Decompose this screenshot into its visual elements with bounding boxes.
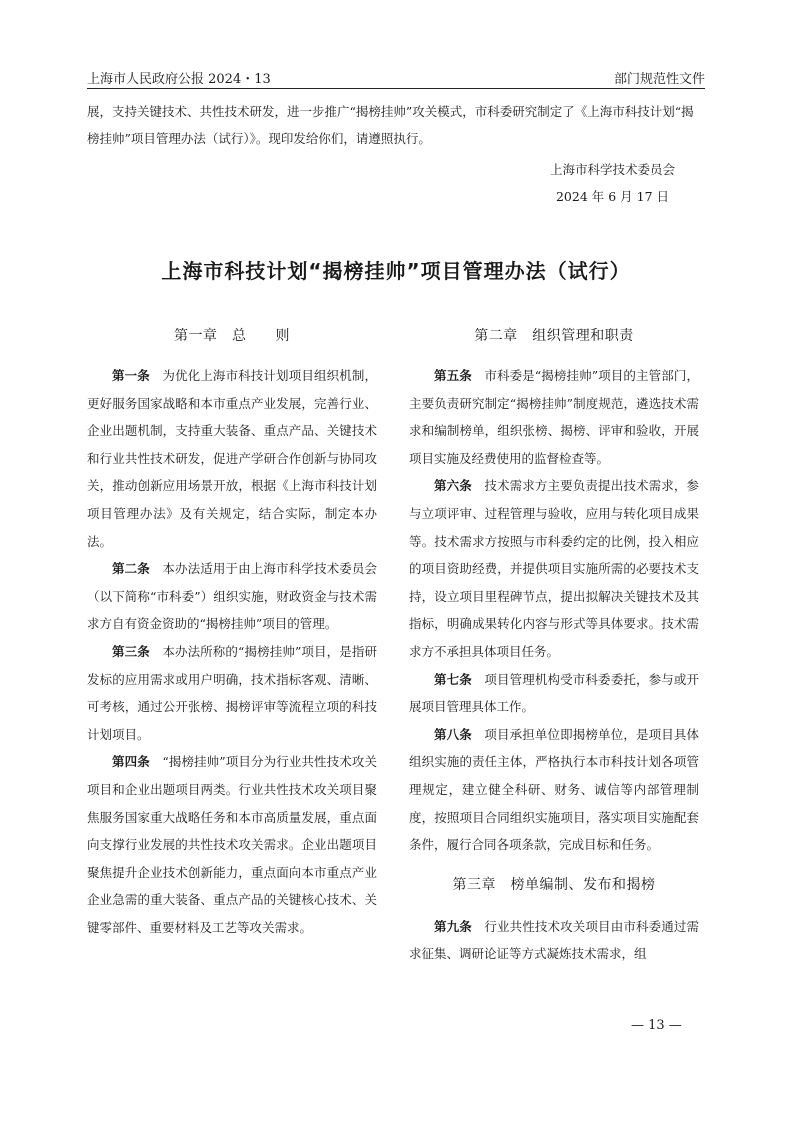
article-text: 市科委是“揭榜挂帅”项目的主管部门，主要负责研究制定“揭榜挂帅”制度规范，遴选技术需求和编制榜单，组织张榜、揭榜、评审和验收，开展项目实施及经费使用的监督检查等。	[409, 368, 699, 466]
article-text: 本办法所称的“揭榜挂帅”项目，是指研发标的应用需求或用户明确，技术指标客观、清晰、可考核，通过公开张榜、揭榜评审等流程立项的科技计划项目。	[87, 643, 377, 742]
sign-date: 2024 年 6 月 17 日	[555, 189, 670, 204]
article-text: 为优化上海市科技计划项目组织机制，更好服务国家战略和本市重点产业发展，完善行业、企业出题机制，支持重大装备、重点产品、关键技术和行业共性技术研发，促进产学研合作创新与协同攻关，推动创新应用场景开放，根据《上海市科技计划项目管理办法》及有关规定，结合实际，制定本办法。	[87, 368, 377, 549]
article-label: 第六条	[434, 478, 472, 494]
article	[87, 362, 377, 555]
article-text: 技术需求方主要负责提出技术需求，参与立项评审、过程管理与验收，应用与转化项目成果等。技术需求方按照与市科委约定的比例，投入相应的项目资助经费，并提供项目实施所需的必要技术支持，设立项目里程碑节点，提出拟解决关键技术及其指标，明确成果转化内容与形式等具体要求。技术需求方不承担具体项目任务。	[409, 478, 699, 659]
intro-paragraph: 展，支持关键技术、共性技术研发，进一步推广“揭榜挂帅”攻关模式，市科委研究制定了《上海市科技计划“揭榜挂帅”项目管理办法（试行）》。现印发给你们，请遵照执行。	[87, 104, 694, 146]
article-text: 项目承担单位即揭榜单位，是项目具体组织实施的责任主体，严格执行本市科技计划各项管理规定，建立健全科研、财务、诚信等内部管理制度，按照项目合同组织实施项目，落实项目实施配套条件，履行合同各项条款，完成目标和任务。	[409, 726, 699, 853]
article-text: 本办法适用于由上海市科学技术委员会（以下简称“市科委”）组织实施，财政资金与技术需求方自有资金资助的“揭榜挂帅”项目的管理。	[87, 561, 377, 632]
article	[409, 666, 699, 721]
left-column	[87, 322, 377, 941]
gazette-title: 上海市人民政府公报 2024・13	[87, 72, 271, 87]
article	[409, 913, 699, 968]
article-label: 第三条	[112, 643, 150, 659]
article-text: 项目管理机构受市科委委托，参与或开展项目管理具体工作。	[409, 671, 699, 715]
article-text: “揭榜挂帅”项目分为行业共性技术攻关项目和企业出题项目两类。行业共性技术攻关项目聚焦服务国家重大战略任务和本市高质量发展，重点面向支撑行业发展的共性技术攻关需求。企业出题项目聚焦提升企业技术创新能力，重点面向本市重点产业企业急需的重大装备、重点产品的关键核心技术、关键零部件、重要材料及工艺等攻关需求。	[87, 754, 377, 935]
article-label: 第五条	[434, 368, 472, 383]
article	[87, 555, 377, 638]
section-label: 部门规范性文件	[613, 72, 705, 87]
article	[409, 721, 699, 859]
chapter-heading: 第二章 组织管理和职责	[474, 328, 634, 344]
page-number: — 13 —	[631, 1018, 682, 1033]
right-column	[409, 322, 699, 968]
chapter-heading: 第三章 榜单编制、发布和揭榜	[452, 876, 656, 893]
article	[409, 362, 699, 472]
article-label: 第九条	[434, 918, 472, 934]
article-text: 行业共性技术攻关项目由市科委通过需求征集、调研论证等方式凝炼技术需求，组	[409, 918, 699, 962]
running-header	[87, 66, 705, 89]
document-title: 上海市科技计划“揭榜挂帅”项目管理办法（试行）	[161, 259, 631, 283]
article-label: 第七条	[434, 671, 472, 687]
article	[87, 748, 377, 941]
article-label: 第二条	[112, 561, 150, 577]
article	[409, 472, 699, 665]
article	[87, 638, 377, 748]
signature-block	[550, 156, 675, 210]
article-label: 第四条	[112, 754, 150, 770]
article-label: 第一条	[112, 368, 150, 383]
article-label: 第八条	[434, 726, 472, 742]
signer: 上海市科学技术委员会	[549, 162, 675, 177]
chapter-heading: 第一章 总 则	[174, 328, 290, 344]
